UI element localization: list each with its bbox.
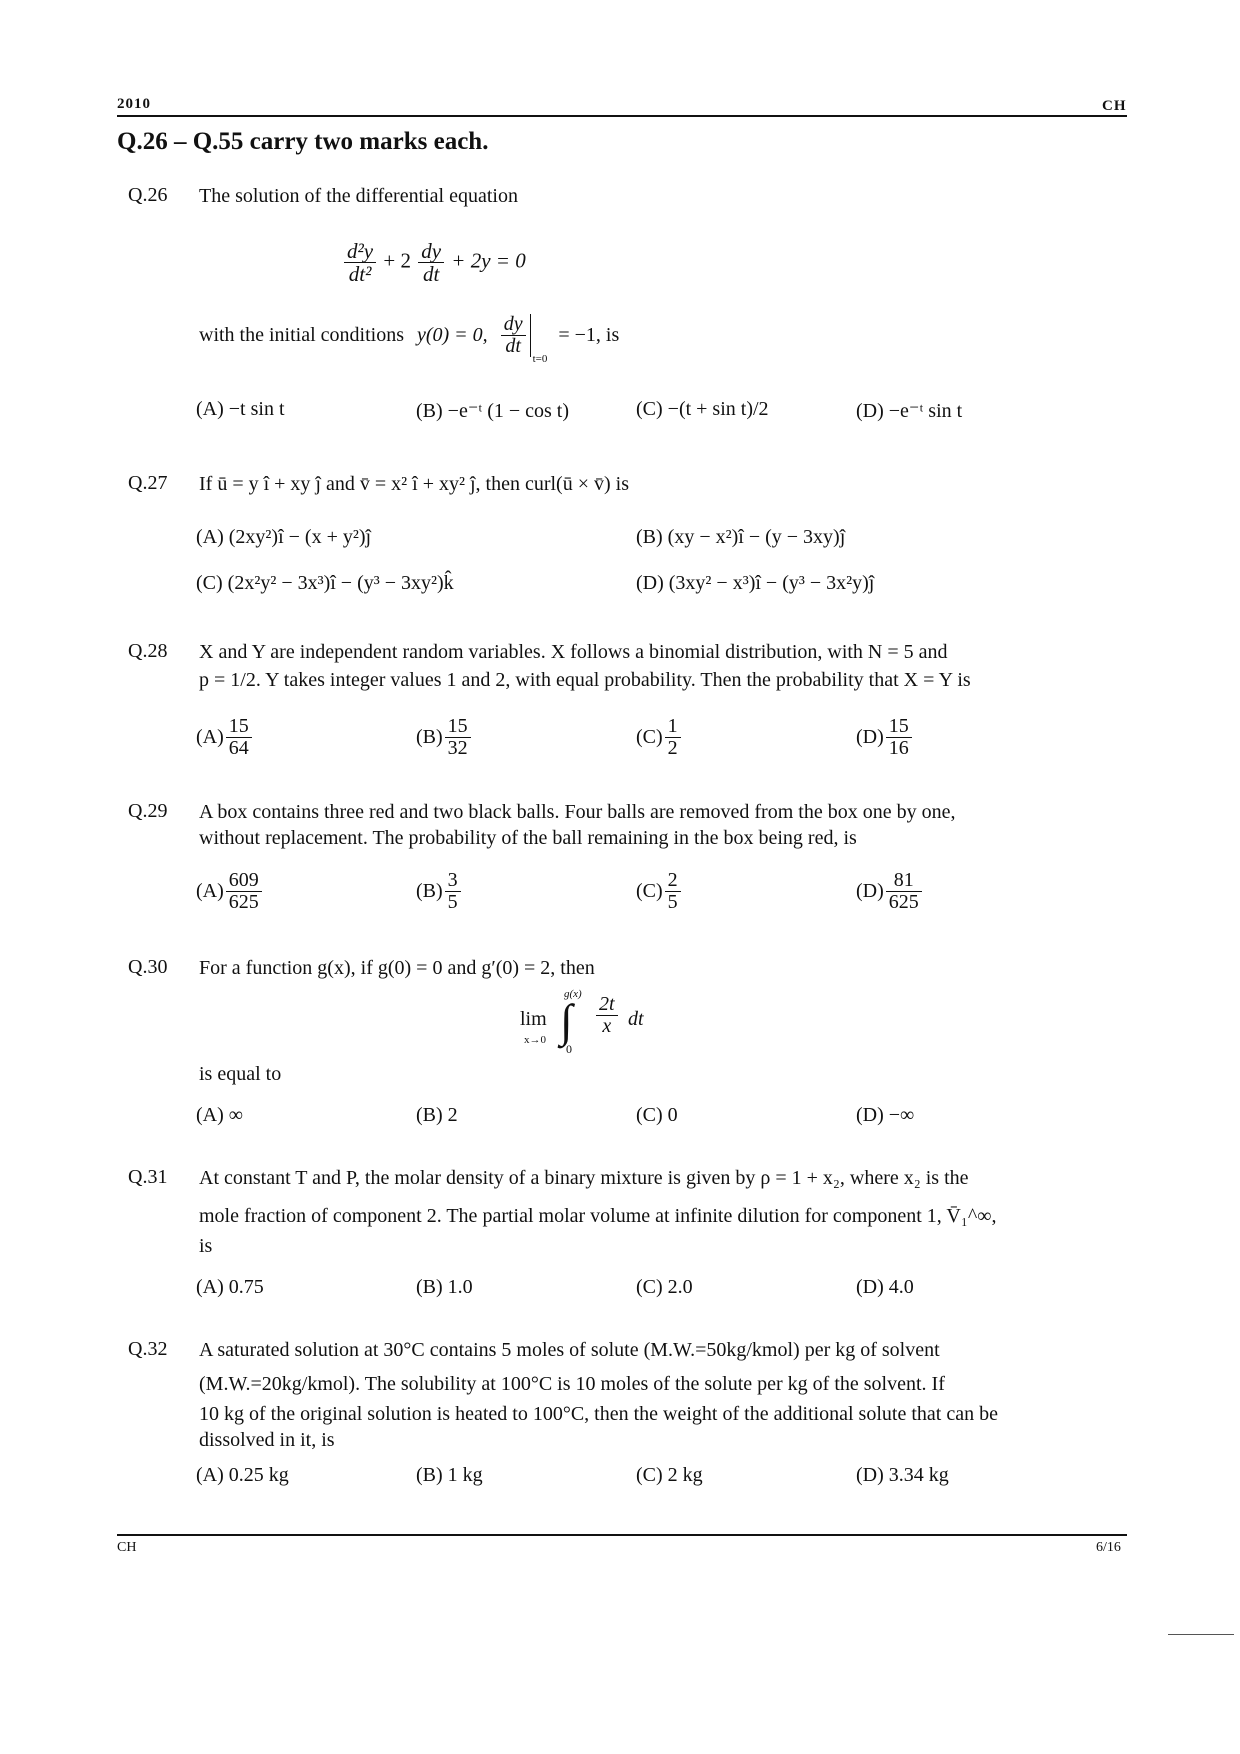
integral-sign-icon: ∫ xyxy=(560,995,573,1046)
q29-option-c-num: 2 xyxy=(665,870,681,892)
q28-line-2: p = 1/2. Y takes integer values 1 and 2, with equal probability. Then the probability that X = Y is xyxy=(199,669,971,691)
q30-option-b[interactable]: (B) 2 xyxy=(416,1104,458,1126)
q26-cond-y0: y(0) = 0, xyxy=(416,324,488,346)
header-rule xyxy=(117,115,1127,117)
q28-option-a[interactable] xyxy=(196,716,254,759)
q32-number: Q.32 xyxy=(128,1338,168,1360)
q27-option-a[interactable]: (A) (2xy²)î − (x + y²)ĵ xyxy=(196,526,372,548)
q28-option-d-den: 16 xyxy=(888,737,909,759)
q30-integrand-num: 2t xyxy=(596,994,618,1016)
q31-line-3: is xyxy=(199,1235,213,1257)
q26-eq-d2y: d²y xyxy=(344,240,376,263)
q26-eq-rest: + 2y = 0 xyxy=(451,248,526,273)
q30-option-c[interactable]: (C) 0 xyxy=(636,1104,678,1126)
q26-option-c[interactable]: (C) −(t + sin t)/2 xyxy=(636,398,769,420)
q30-dt: dt xyxy=(628,1008,644,1030)
q26-cond-dt: dt xyxy=(505,335,521,357)
q29-option-c-label: (C) xyxy=(636,880,663,902)
q26-cond-dy: dy xyxy=(501,314,526,336)
q29-option-d-num: 81 xyxy=(886,870,922,892)
q30-lim-sub: x→0 xyxy=(524,1034,546,1046)
q30-after-text: is equal to xyxy=(199,1063,282,1085)
q30-limit-expression xyxy=(520,990,680,1056)
q30-number: Q.30 xyxy=(128,956,168,978)
q29-line-1: A box contains three red and two black balls. Four balls are removed from the box one by one, xyxy=(199,801,956,823)
q32-line-2: (M.W.=20kg/kmol). The solubility at 100°C is 10 moles of the solute per kg of the solvent. If xyxy=(199,1373,945,1395)
q28-option-b-num: 15 xyxy=(445,716,471,738)
q31-option-b[interactable]: (B) 1.0 xyxy=(416,1276,473,1298)
q28-option-b[interactable] xyxy=(416,716,473,759)
q29-option-d-den: 625 xyxy=(888,891,919,913)
q28-option-a-label: (A) xyxy=(196,726,224,748)
q26-equation xyxy=(342,240,526,285)
q30-text: For a function g(x), if g(0) = 0 and g′(0) = 2, then xyxy=(199,957,595,979)
q28-option-c-label: (C) xyxy=(636,726,663,748)
q30-lower-limit: 0 xyxy=(566,1042,572,1056)
q29-option-d-label: (D) xyxy=(856,880,884,902)
q32-option-a[interactable]: (A) 0.25 kg xyxy=(196,1464,289,1486)
q30-upper-limit: g(x) xyxy=(564,988,582,1000)
q29-number: Q.29 xyxy=(128,800,168,822)
q26-cond-post: = −1, is xyxy=(558,324,620,346)
q26-cond-sub: t=0 xyxy=(532,353,548,366)
q28-option-b-label: (B) xyxy=(416,726,443,748)
q28-number: Q.28 xyxy=(128,640,168,662)
footer-page-number: 6/16 xyxy=(1096,1540,1121,1555)
q27-text: If ū = y î + xy ĵ and v̄ = x² î + xy² ĵ, then curl(ū × v̄) is xyxy=(199,473,629,495)
q30-lim: lim xyxy=(520,1008,547,1030)
q32-option-d[interactable]: (D) 3.34 kg xyxy=(856,1464,949,1486)
q26-eq-dy: dy xyxy=(418,240,444,263)
q32-line-3: 10 kg of the original solution is heated to 100°C, then the weight of the additional solute that can be xyxy=(199,1403,998,1425)
q29-option-a-den: 625 xyxy=(228,891,259,913)
q29-option-b-label: (B) xyxy=(416,880,443,902)
section-title: Q.26 – Q.55 carry two marks each. xyxy=(117,128,489,155)
q32-line-4: dissolved in it, is xyxy=(199,1429,335,1451)
q29-option-a-label: (A) xyxy=(196,880,224,902)
header-paper-code: CH xyxy=(1102,98,1127,114)
edge-mark xyxy=(1168,1634,1234,1635)
q27-option-b[interactable]: (B) (xy − x²)î − (y − 3xy)ĵ xyxy=(636,526,846,548)
q30-integrand-den: x xyxy=(602,1015,612,1037)
q32-line-1: A saturated solution at 30°C contains 5 moles of solute (M.W.=50kg/kmol) per kg of solvent xyxy=(199,1339,940,1361)
q26-eq-dt: dt xyxy=(422,262,440,287)
q29-option-a[interactable] xyxy=(196,870,264,913)
header-year: 2010 xyxy=(117,96,151,112)
q29-line-2: without replacement. The probability of the ball remaining in the box being red, is xyxy=(199,827,857,849)
q27-option-c[interactable]: (C) (2x²y² − 3x³)î − (y³ − 3xy²)k̂ xyxy=(196,572,454,594)
q29-option-a-num: 609 xyxy=(226,870,262,892)
q30-option-d[interactable]: (D) −∞ xyxy=(856,1104,915,1126)
q28-option-d[interactable] xyxy=(856,716,914,759)
q31-number: Q.31 xyxy=(128,1166,168,1188)
q29-option-d[interactable] xyxy=(856,870,924,913)
q28-option-c-num: 1 xyxy=(665,716,681,738)
q26-option-b[interactable]: (B) −e⁻ᵗ (1 − cos t) xyxy=(416,400,570,422)
q29-option-b-den: 5 xyxy=(447,891,458,913)
q31-line-2: mole fraction of component 2. The partial molar volume at infinite dilution for component 1, V̄₁^∞, xyxy=(199,1205,997,1227)
q29-option-c-den: 5 xyxy=(667,891,678,913)
q28-option-d-label: (D) xyxy=(856,726,884,748)
q26-eq-dt2: dt² xyxy=(348,262,372,287)
q28-line-1: X and Y are independent random variables. X follows a binomial distribution, with N = 5 and xyxy=(199,641,948,663)
q27-number: Q.27 xyxy=(128,472,168,494)
q28-option-c[interactable] xyxy=(636,716,683,759)
q32-option-c[interactable]: (C) 2 kg xyxy=(636,1464,703,1486)
q28-option-a-den: 64 xyxy=(228,737,249,759)
q29-option-b-num: 3 xyxy=(445,870,461,892)
q26-eq-plus2: + 2 xyxy=(383,248,411,273)
footer-paper-code: CH xyxy=(117,1540,137,1555)
q26-option-a[interactable]: (A) −t sin t xyxy=(196,398,285,420)
q31-option-c[interactable]: (C) 2.0 xyxy=(636,1276,693,1298)
q26-cond-pre: with the initial conditions xyxy=(199,324,404,346)
q29-option-b[interactable] xyxy=(416,870,463,913)
q28-option-d-num: 15 xyxy=(886,716,912,738)
q31-option-a[interactable]: (A) 0.75 xyxy=(196,1276,264,1298)
q29-option-c[interactable] xyxy=(636,870,683,913)
q26-text: The solution of the differential equation xyxy=(199,185,518,207)
q28-option-a-num: 15 xyxy=(226,716,252,738)
q31-option-d[interactable]: (D) 4.0 xyxy=(856,1276,914,1298)
q26-conditions xyxy=(199,314,619,365)
q27-option-d[interactable]: (D) (3xy² − x³)î − (y³ − 3x²y)ĵ xyxy=(636,572,875,594)
q26-option-d[interactable]: (D) −e⁻ᵗ sin t xyxy=(856,400,963,422)
q28-option-b-den: 32 xyxy=(447,737,468,759)
footer-rule xyxy=(117,1534,1127,1536)
q30-option-a[interactable]: (A) ∞ xyxy=(196,1104,244,1126)
q28-option-c-den: 2 xyxy=(667,737,678,759)
q32-option-b[interactable]: (B) 1 kg xyxy=(416,1464,483,1486)
q31-line-1: At constant T and P, the molar density of a binary mixture is given by ρ = 1 + x₂, where x₂ is the xyxy=(199,1167,969,1189)
q26-number: Q.26 xyxy=(128,184,168,206)
